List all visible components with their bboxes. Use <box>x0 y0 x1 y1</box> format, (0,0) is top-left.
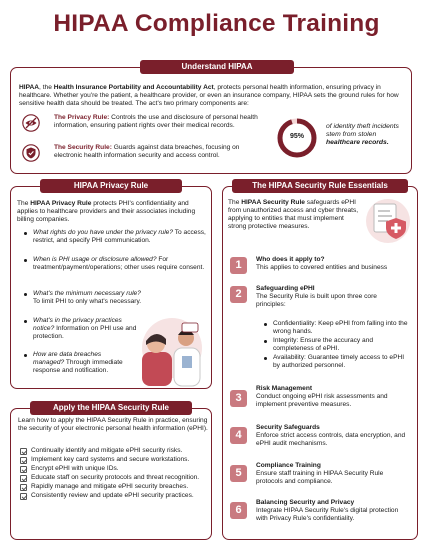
principles-list <box>262 320 412 371</box>
step-text: This applies to covered entities and business <box>256 264 388 271</box>
checkbox-icon <box>20 475 27 482</box>
privacy-rule-intro: The HIPAA Privacy Rule protects PHI's confidentiality and applies to healthcare providers and their associates including billing companies. <box>17 200 196 224</box>
checkbox-icon <box>20 448 27 455</box>
step-title: Balancing Security and Privacy <box>256 499 355 506</box>
doctor-patient-illustration <box>132 308 208 388</box>
apply-checklist <box>20 447 208 501</box>
step-number: 1 <box>230 257 247 274</box>
stat-text: of identity theft incidents stem from stolen healthcare records. <box>326 123 399 147</box>
step-title: Risk Management <box>256 385 313 392</box>
checkbox-icon <box>20 457 27 464</box>
list-item: What's in the privacy practices notice? Information on PHI use and protection. <box>22 317 140 351</box>
stat-ring <box>276 117 318 159</box>
checklist-item: Educate staff on security protocols and threat recognition. <box>20 474 208 482</box>
step-text: Enforce strict access controls, data encryption, and ePHI audit mechanisms. <box>256 432 406 448</box>
privacy-rule-header: HIPAA Privacy Rule <box>40 179 182 193</box>
checkbox-icon <box>20 466 27 473</box>
step-number: 2 <box>230 286 247 303</box>
step-text: Ensure staff training in HIPAA Security Rule protocols and compliance. <box>256 470 384 486</box>
checklist-item: Encrypt ePHI with unique IDs. <box>20 465 208 473</box>
checklist-item: Implement key card systems and secure workstations. <box>20 456 208 464</box>
list-item: When is PHI usage or disclosure allowed? For treatment/payment/operations; other uses require consent. <box>22 256 207 290</box>
step-text: The Security Rule is built upon three core principles: <box>256 293 377 309</box>
medical-document-shield-icon <box>364 196 412 246</box>
step-number: 5 <box>230 465 247 482</box>
step-number: 4 <box>230 427 247 444</box>
apply-security-rule-intro: Learn how to apply the HIPAA Security Rule in practice, ensuring the security of your electronic personal health information (ePHI). <box>18 417 208 433</box>
step-title: Safeguarding ePHI <box>256 285 315 292</box>
security-rule-summary: The Security Rule: Guards against data breaches, focusing on electronic health information security and access control. <box>54 144 240 160</box>
shield-icon <box>22 144 40 162</box>
list-item: Confidentiality: Keep ePHI from falling into the wrong hands. <box>262 320 412 336</box>
checkbox-icon <box>20 493 27 500</box>
stat-value: 95% <box>289 133 304 140</box>
page-title: HIPAA Compliance Training <box>53 10 380 37</box>
list-item: Availability: Guarantee timely access to ePHI by authorized personnel. <box>262 354 412 370</box>
list-item: How are data breaches managed? Through immediate response and notification. <box>22 351 134 375</box>
step-text: Conduct ongoing ePHI risk assessments and implement preventive measures. <box>256 393 388 409</box>
list-item: What's the minimum necessary rule? To limit PHI to only what's necessary. <box>22 290 142 317</box>
security-essentials-intro: The HIPAA Security Rule safeguards ePHI from unauthorized access and cyber threats, applying to entities that must implement strong protective measures. <box>228 199 359 231</box>
step-title: Security Safeguards <box>256 424 320 431</box>
checklist-item: Consistently review and update ePHI security practices. <box>20 492 208 500</box>
list-item: Integrity: Ensure the accuracy and completeness of ePHI. <box>262 337 412 353</box>
step-title: Who does it apply to? <box>256 256 325 263</box>
apply-security-rule-header: Apply the HIPAA Security Rule <box>30 401 192 415</box>
checklist-item: Continually identify and mitigate ePHI security risks. <box>20 447 208 455</box>
step-number: 3 <box>230 390 247 407</box>
step-title: Compliance Training <box>256 462 321 469</box>
checkbox-icon <box>20 484 27 491</box>
security-essentials-header: The HIPAA Security Rule Essentials <box>232 179 408 193</box>
eye-slash-icon <box>22 114 40 132</box>
understand-hipaa-header: Understand HIPAA <box>140 60 294 74</box>
step-number: 6 <box>230 502 247 519</box>
privacy-rule-summary: The Privacy Rule: Controls the use and disclosure of personal health information, ensuring patient rights over their medical records. <box>54 114 258 130</box>
list-item: What rights do you have under the privacy rule? To access, restrict, and specify PHI communication. <box>22 229 207 256</box>
understand-intro: HIPAA, the Health Insurance Portability and Accountability Act, protects personal health information, ensuring privacy in healthcare. Whether you're the patient, a healthcare provider, or even an insurance company, HIPAA sets the ground rules for how sensitive health data should be treated. The act's two primary components are: <box>19 84 399 108</box>
step-text: Integrate HIPAA Security Rule's digital protection with Privacy Rule's confidentiality. <box>256 507 399 523</box>
checklist-item: Rapidly manage and mitigate ePHI security breaches. <box>20 483 208 491</box>
